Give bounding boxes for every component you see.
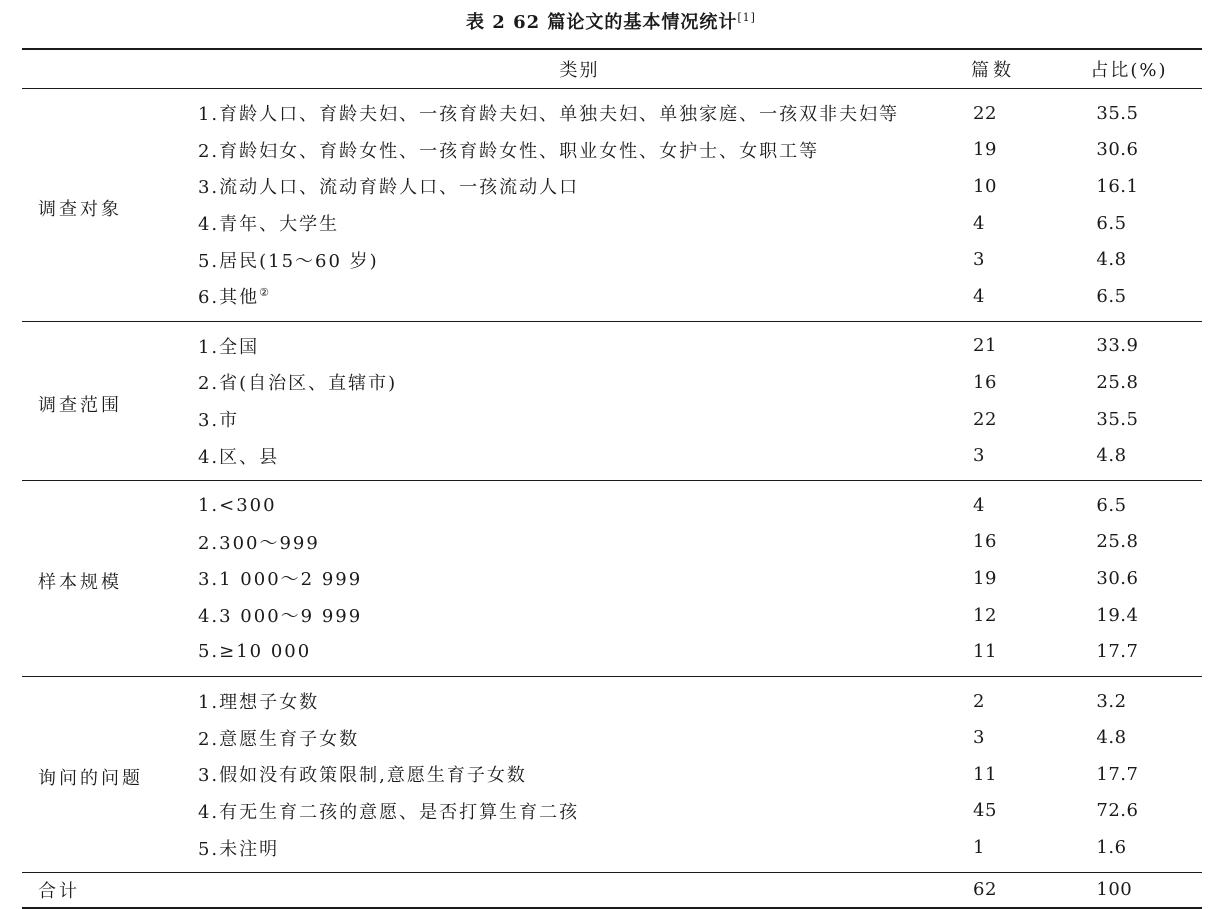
category-cell <box>198 132 961 169</box>
category-cell <box>198 278 961 321</box>
count-cell: 10 <box>973 175 997 197</box>
category-cell <box>198 720 961 757</box>
category-cell <box>198 560 961 597</box>
count-cell: 3 <box>973 445 985 467</box>
category-text: 2.300～999 <box>197 532 320 554</box>
count-cell: 45 <box>973 800 997 822</box>
ratio-cell: 35.5 <box>1096 102 1139 124</box>
table-row <box>22 480 1202 523</box>
table-row <box>22 205 1202 242</box>
category-cell <box>198 437 961 480</box>
count-cell: 11 <box>973 763 997 785</box>
table-row <box>22 364 1202 401</box>
table-row <box>22 241 1202 278</box>
total-ratio: 100 <box>1068 872 1202 908</box>
group-label: 调查范围 <box>22 321 198 480</box>
category-cell <box>198 321 961 364</box>
category-text: 1.全国 <box>197 336 260 358</box>
group-section <box>22 676 1202 872</box>
ratio-cell: 4.8 <box>1096 249 1127 271</box>
category-text: 2.育龄妇女、育龄女性、一孩育龄女性、职业女性、女护士、女职工等 <box>197 140 820 162</box>
table-row <box>22 720 1202 757</box>
category-cell <box>198 480 961 523</box>
category-text: 2.省(自治区、直辖市) <box>197 373 398 395</box>
category-text: 3.1 000～2 999 <box>197 569 363 591</box>
count-cell: 3 <box>973 727 985 749</box>
category-text: 5.居民(15～60 岁) <box>197 250 379 272</box>
category-cell <box>198 205 961 242</box>
table-row <box>22 560 1202 597</box>
ratio-cell: 6.5 <box>1096 285 1127 307</box>
ratio-cell: 17.7 <box>1096 641 1139 663</box>
category-text: 5.未注明 <box>197 838 280 860</box>
footnote-marker: ② <box>259 286 272 300</box>
category-text: 3.假如没有政策限制,意愿生育子女数 <box>197 765 527 787</box>
ratio-cell: 30.6 <box>1096 567 1139 589</box>
category-text: 3.流动人口、流动育龄人口、一孩流动人口 <box>197 177 580 199</box>
category-cell <box>198 89 961 132</box>
category-cell <box>198 676 961 719</box>
header-group-cell <box>22 49 198 89</box>
category-text: 1.<300 <box>197 494 277 516</box>
category-cell <box>198 756 961 793</box>
category-cell <box>198 364 961 401</box>
count-cell: 4 <box>961 480 1068 523</box>
table-row <box>22 676 1202 719</box>
table-header <box>22 49 1202 89</box>
count-cell: 16 <box>973 531 997 553</box>
group-section <box>22 321 1202 480</box>
table-title <box>0 8 1222 34</box>
table-row <box>22 89 1202 132</box>
category-text: 2.意愿生育子女数 <box>197 728 360 750</box>
count-cell: 3 <box>973 249 985 271</box>
category-cell <box>198 829 961 872</box>
count-cell: 21 <box>961 321 1068 364</box>
count-cell: 19 <box>973 139 997 161</box>
ratio-cell: 25.8 <box>1096 371 1139 393</box>
group-label: 调查对象 <box>38 198 122 220</box>
ratio-cell: 4.8 <box>1096 445 1127 467</box>
category-cell <box>198 524 961 561</box>
ratio-cell: 16.1 <box>1096 175 1139 197</box>
count-cell: 22 <box>973 408 997 430</box>
category-text: 1.育龄人口、育龄夫妇、一孩育龄夫妇、单独夫妇、单独家庭、一孩双非夫妇等 <box>197 104 900 126</box>
header-row <box>22 49 1202 89</box>
table-row <box>22 278 1202 321</box>
table-row <box>22 524 1202 561</box>
total-category-empty <box>198 872 961 908</box>
category-text: 4.青年、大学生 <box>197 214 340 236</box>
category-text: 4.3 000～9 999 <box>197 606 363 628</box>
count-cell: 2 <box>961 676 1068 719</box>
group-label: 询问的问题 <box>22 676 198 872</box>
count-cell: 19 <box>973 567 997 589</box>
category-text: 6.其他 <box>197 287 260 309</box>
ratio-cell: 17.7 <box>1096 763 1139 785</box>
category-cell <box>198 241 961 278</box>
header-count: 篇数 <box>961 49 1068 89</box>
count-cell: 1 <box>973 837 985 859</box>
table-row <box>22 756 1202 793</box>
ratio-cell: 19.4 <box>1096 604 1139 626</box>
category-cell <box>198 633 961 676</box>
table-row <box>22 633 1202 676</box>
category-cell <box>198 597 961 634</box>
table-row <box>22 597 1202 634</box>
category-cell <box>198 793 961 830</box>
category-text: 3.市 <box>197 410 240 432</box>
group-section <box>22 89 1202 322</box>
category-text: 4.区、县 <box>197 446 280 468</box>
count-cell: 4 <box>973 212 985 234</box>
count-cell: 12 <box>973 604 997 626</box>
ratio-cell: 33.9 <box>1068 321 1202 364</box>
ratio-cell: 3.2 <box>1068 676 1202 719</box>
header-ratio: 占比(%) <box>1068 49 1202 89</box>
category-cell <box>198 168 961 205</box>
statistics-table <box>22 48 1202 909</box>
count-cell: 22 <box>973 102 997 124</box>
count-cell: 4 <box>973 285 985 307</box>
category-text: 1.理想子女数 <box>197 692 320 714</box>
count-cell: 16 <box>973 371 997 393</box>
group-label: 样本规模 <box>22 480 198 676</box>
header-category: 类别 <box>198 49 961 89</box>
total-row <box>22 872 1202 908</box>
ratio-cell: 30.6 <box>1096 139 1139 161</box>
category-cell <box>198 401 961 438</box>
table-row <box>22 168 1202 205</box>
category-text: 5.≥10 000 <box>197 641 312 663</box>
table-title-text: 表 2 62 篇论文的基本情况统计 <box>466 12 738 33</box>
category-text: 4.有无生育二孩的意愿、是否打算生育二孩 <box>197 801 580 823</box>
ratio-cell: 6.5 <box>1096 212 1127 234</box>
ratio-cell: 1.6 <box>1096 837 1127 859</box>
total-count: 62 <box>961 872 1068 908</box>
count-cell: 11 <box>973 641 997 663</box>
total-label: 合计 <box>22 872 198 908</box>
ratio-cell: 72.6 <box>1096 800 1139 822</box>
ratio-cell: 4.8 <box>1096 727 1127 749</box>
table-title-ref: [1] <box>737 11 756 24</box>
table-row <box>22 132 1202 169</box>
ratio-cell: 25.8 <box>1096 531 1139 553</box>
table-row <box>22 829 1202 872</box>
table-row <box>22 437 1202 480</box>
group-section <box>22 480 1202 676</box>
ratio-cell: 6.5 <box>1068 480 1202 523</box>
total-section <box>22 872 1202 908</box>
table-row <box>22 793 1202 830</box>
ratio-cell: 35.5 <box>1096 408 1139 430</box>
table-row <box>22 321 1202 364</box>
table-row <box>22 401 1202 438</box>
